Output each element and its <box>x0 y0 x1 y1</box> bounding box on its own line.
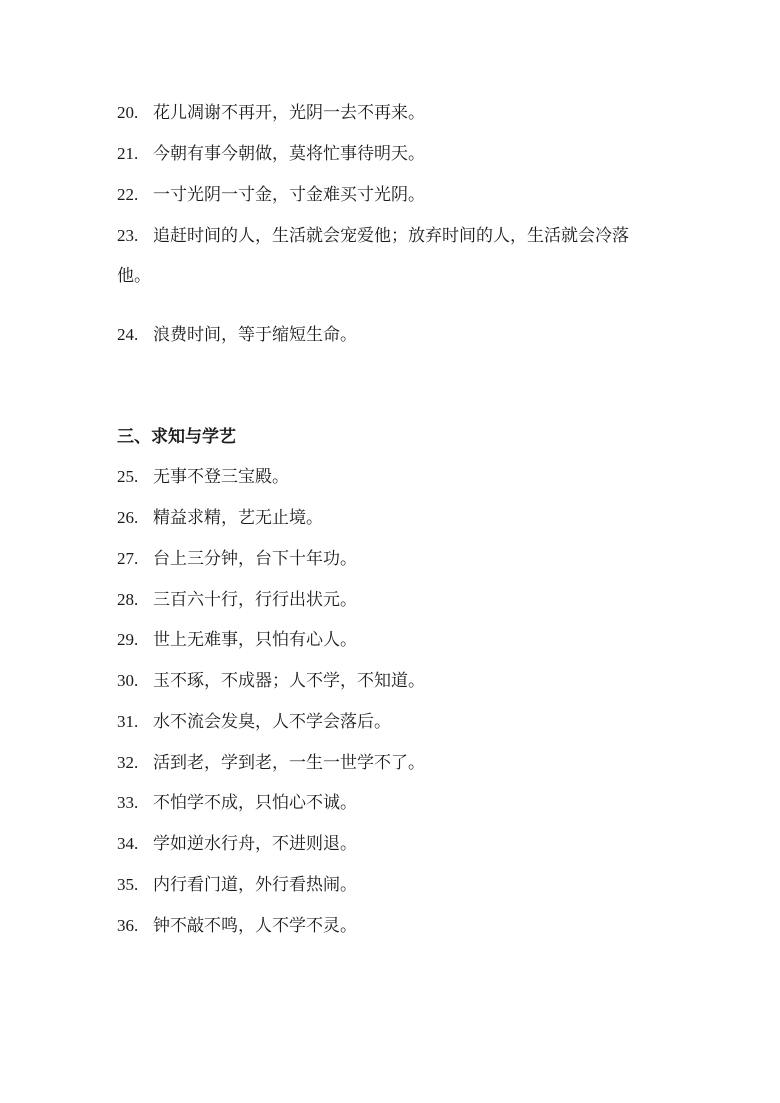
item-text: 三百六十行，行行出状元。 <box>153 590 357 610</box>
item-text-continuation: 他。 <box>117 266 151 286</box>
item-number: 26. <box>117 508 139 527</box>
item-number: 28. <box>117 590 139 609</box>
item-number: 25. <box>117 467 139 486</box>
list-item <box>117 323 357 347</box>
item-text: 浪费时间，等于缩短生命。 <box>153 325 357 345</box>
list-item <box>117 224 629 248</box>
item-number: 34. <box>117 834 139 853</box>
list-item <box>117 465 289 489</box>
item-text: 钟不敲不鸣，人不学不灵。 <box>153 916 357 936</box>
item-text: 活到老，学到老，一生一世学不了。 <box>153 753 425 773</box>
list-item <box>117 183 425 207</box>
list-item <box>117 669 425 693</box>
item-number: 20. <box>117 103 139 122</box>
item-text: 今朝有事今朝做，莫将忙事待明天。 <box>153 144 425 164</box>
item-number: 31. <box>117 712 139 731</box>
item-text: 追赶时间的人，生活就会宠爱他；放弃时间的人，生活就会冷落 <box>153 226 629 246</box>
item-text: 水不流会发臭，人不学会落后。 <box>153 712 391 732</box>
item-number: 33. <box>117 793 139 812</box>
list-item <box>117 791 357 815</box>
item-number: 29. <box>117 630 139 649</box>
list-item <box>117 101 425 125</box>
item-text: 精益求精，艺无止境。 <box>153 508 323 528</box>
item-number: 35. <box>117 875 139 894</box>
item-number: 22. <box>117 185 139 204</box>
section-heading: 三、求知与学艺 <box>117 427 236 447</box>
list-item <box>117 142 425 166</box>
item-text: 不怕学不成，只怕心不诚。 <box>153 793 357 813</box>
item-text: 台上三分钟，台下十年功。 <box>153 549 357 569</box>
list-item <box>117 832 357 856</box>
item-text: 玉不琢，不成器；人不学，不知道。 <box>153 671 425 691</box>
item-text: 世上无难事，只怕有心人。 <box>153 630 357 650</box>
item-text: 一寸光阴一寸金，寸金难买寸光阴。 <box>153 185 425 205</box>
list-item <box>117 751 425 775</box>
item-text: 无事不登三宝殿。 <box>153 467 289 487</box>
item-number: 23. <box>117 226 139 245</box>
item-number: 27. <box>117 549 139 568</box>
list-item <box>117 628 357 652</box>
list-item <box>117 547 357 571</box>
list-item <box>117 710 391 734</box>
item-number: 32. <box>117 753 139 772</box>
item-text: 内行看门道，外行看热闹。 <box>153 875 357 895</box>
list-item <box>117 873 357 897</box>
item-number: 24. <box>117 325 139 344</box>
list-item <box>117 914 357 938</box>
list-item <box>117 506 323 530</box>
list-item <box>117 588 357 612</box>
item-number: 36. <box>117 916 139 935</box>
item-text: 花儿凋谢不再开，光阴一去不再来。 <box>153 103 425 123</box>
item-number: 21. <box>117 144 139 163</box>
item-number: 30. <box>117 671 139 690</box>
item-text: 学如逆水行舟，不进则退。 <box>153 834 357 854</box>
